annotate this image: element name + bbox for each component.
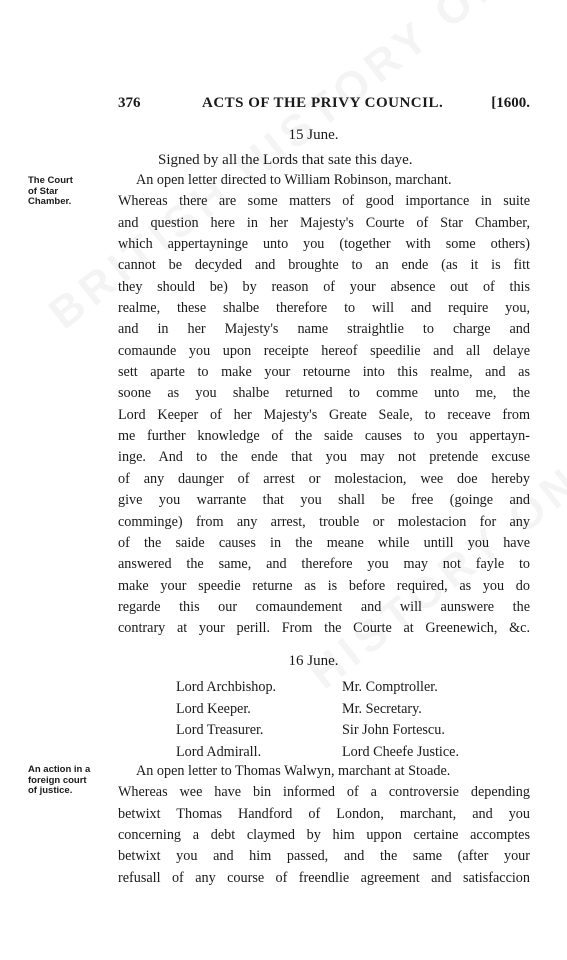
text-line: Whereas there are some matters of good importance in suite — [118, 193, 530, 210]
running-head — [118, 95, 530, 115]
marginal-note-line: An action in a — [28, 764, 91, 775]
text-line: betwixt Thomas Handford of London, marchant, and you — [118, 805, 530, 822]
marginal-note — [28, 765, 90, 797]
text-line: Whereas wee have bin informed of a controversie depending — [118, 784, 530, 801]
attendee: Lord Admirall. — [176, 743, 262, 760]
text-line: answered the same, and therefore you may not fayle to — [118, 556, 530, 573]
text-line: betwixt you and him passed, and the same (after your — [118, 848, 530, 865]
text-line: of any daunger of arrest or molestacion, wee doe hereby — [118, 470, 530, 487]
letter-body — [118, 761, 530, 889]
marginal-note-line: foreign court — [28, 774, 87, 786]
text-line: and question here in her Majesty's Courte of Star Chamber, — [118, 214, 530, 231]
marginal-note-line: The Court — [28, 175, 73, 186]
attendance-column-left — [176, 677, 276, 763]
entry-date: 15 June. — [288, 127, 339, 143]
text-line: and in her Majesty's name straightlie to charge and — [118, 321, 530, 338]
text-line: contrary at your perill. From the Courte at Greenewich, &c. — [118, 620, 530, 637]
text-line: of the saide causes in the meane while untill you have — [118, 534, 530, 551]
running-year: [1600. — [491, 95, 530, 111]
signed-note: Signed by all the Lords that sate this daye. — [158, 152, 413, 168]
letter-body — [118, 170, 530, 640]
text-line: which appertayninge unto you (together with some others) — [118, 236, 530, 253]
text-line: cannot be decyded and broughte to an ende (as it is fitt — [118, 257, 530, 274]
text-line: sett aparte to make your retourne into this realme, and as — [118, 364, 530, 381]
text-line: they should be) by reason of your absence out of this — [118, 278, 530, 295]
text-line: me further knowledge of the saide causes to you appertayn- — [118, 428, 530, 445]
text-line: inge. And to the ende that you may not pretende excuse — [118, 449, 530, 466]
marginal-note — [28, 176, 73, 208]
marginal-note-line: of Star — [28, 185, 59, 197]
marginal-note-line: of justice. — [28, 785, 73, 796]
attendance-column-right — [342, 677, 459, 763]
running-title: ACTS OF THE PRIVY COUNCIL. — [202, 95, 444, 111]
text-line: An open letter to Thomas Walwyn, marchant at Stoade. — [136, 763, 451, 779]
entry-date: 16 June. — [288, 653, 339, 669]
text-line: soone as you shalbe returned to comme unto me, the — [118, 385, 530, 402]
marginal-note-line: Chamber. — [28, 196, 72, 207]
text-line: give you warrante that you shall be free (goinge and — [118, 492, 530, 509]
text-line: An open letter directed to William Robinson, marchant. — [136, 172, 452, 188]
page-number: 376 — [118, 95, 141, 111]
text-line: comaunde you upon receipte hereof speedilie and all delaye — [118, 342, 530, 359]
text-line: regarde this our comaundement and will aunswere the — [118, 598, 530, 615]
text-line: realme, these shalbe therefore to will and require you, — [118, 300, 530, 317]
text-line: Lord Keeper of her Majesty's Greate Seale, to receave from — [118, 406, 530, 423]
text-line: comminge) from any arrest, trouble or molestacion for any — [118, 513, 530, 530]
text-line: concerning a debt claymed by him uppon certaine accomptes — [118, 827, 530, 844]
attendee: Lord Treasurer. — [176, 722, 264, 739]
text-line: make your speedie returne as is before required, as you do — [118, 577, 530, 594]
attendee: Mr. Comptroller. — [342, 679, 438, 695]
attendee: Lord Keeper. — [176, 700, 251, 717]
attendee: Mr. Secretary. — [342, 700, 422, 717]
attendee: Lord Archbishop. — [176, 679, 277, 695]
text-line: refusall of any course of freendlie agreement and satisfaccion — [118, 869, 530, 886]
attendee: Sir John Fortescu. — [342, 722, 445, 739]
attendee: Lord Cheefe Justice. — [342, 743, 460, 760]
